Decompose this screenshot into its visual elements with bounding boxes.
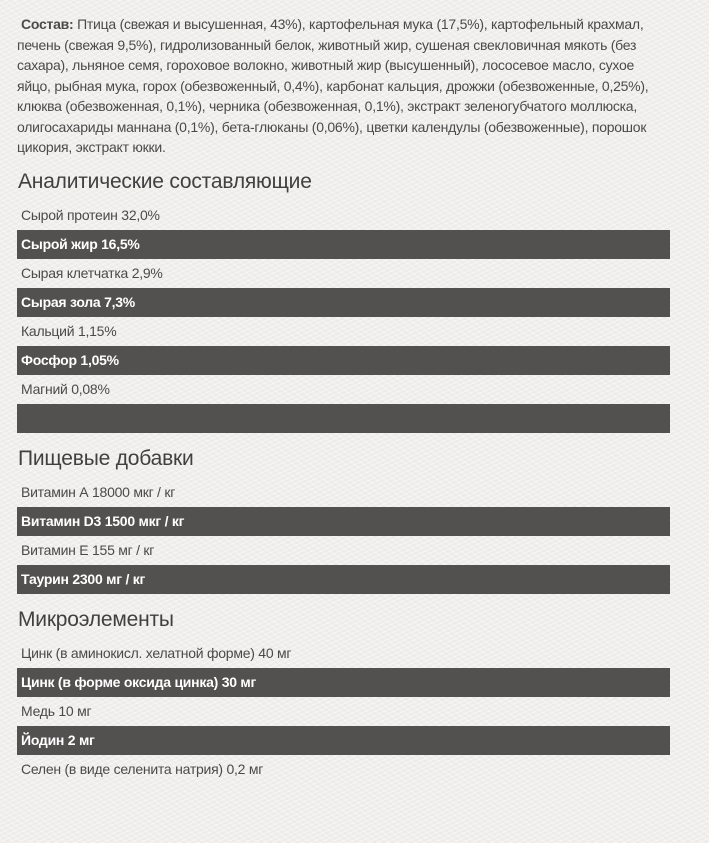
composition-text	[17, 14, 670, 158]
composition-label: Состав:	[21, 16, 74, 32]
table-row	[17, 404, 670, 433]
table-row: Витамин Е 155 мг / кг	[21, 541, 155, 558]
table-row: Витамин D3 1500 мкг / кг	[17, 507, 670, 536]
section	[17, 608, 670, 784]
section-title: Аналитические составляющие	[18, 169, 312, 193]
table-row: Таурин 2300 мг / кг	[17, 565, 670, 594]
table-row: Витамин А 18000 мкг / кг	[21, 483, 176, 500]
table-row: Цинк (в форме оксида цинка) 30 мг	[17, 668, 670, 697]
section-title: Микроэлементы	[18, 607, 174, 631]
composition-body: Птица (свежая и высушенная, 43%), картофельная мука (17,5%), картофельный крахмал, печень (свежая 9,5%), гидролизованный белок, животный жир, сушеная свекловичная мякоть (без сахара), льняное семя, гороховое волокно, животный жир (высушенный), лососевое масло, сухое яйцо, рыбная мука, горох (обезвоженный, 0,4%), карбонат кальция, дрожжи (обезвоженные, 0,25%), клюква (обезвоженная, 0,1%), черника (обезвоженная, 0,1%), экстракт зеленогубчатого моллюска, олигосахариды маннана (0,1%), бета-глюканы (0,06%), цветки календулы (обезвоженные), порошок цикория, экстракт юкки.	[17, 16, 649, 155]
table-row: Сырой жир 16,5%	[17, 230, 670, 259]
table-row: Йодин 2 мг	[17, 726, 670, 755]
table-row: Сырая зола 7,3%	[17, 288, 670, 317]
section	[17, 447, 670, 594]
section-title: Пищевые добавки	[18, 446, 194, 470]
section	[17, 170, 670, 433]
table-row: Медь 10 мг	[21, 702, 92, 719]
table-row: Магний 0,08%	[21, 380, 110, 397]
table-row: Кальций 1,15%	[21, 322, 117, 339]
table-row: Сырая клетчатка 2,9%	[21, 264, 163, 281]
table-row: Сырой протеин 32,0%	[21, 206, 160, 223]
table-row: Фосфор 1,05%	[17, 346, 670, 375]
table-row: Цинк (в аминокисл. хелатной форме) 40 мг	[21, 644, 292, 661]
table-row: Селен (в виде селенита натрия) 0,2 мг	[21, 760, 264, 777]
